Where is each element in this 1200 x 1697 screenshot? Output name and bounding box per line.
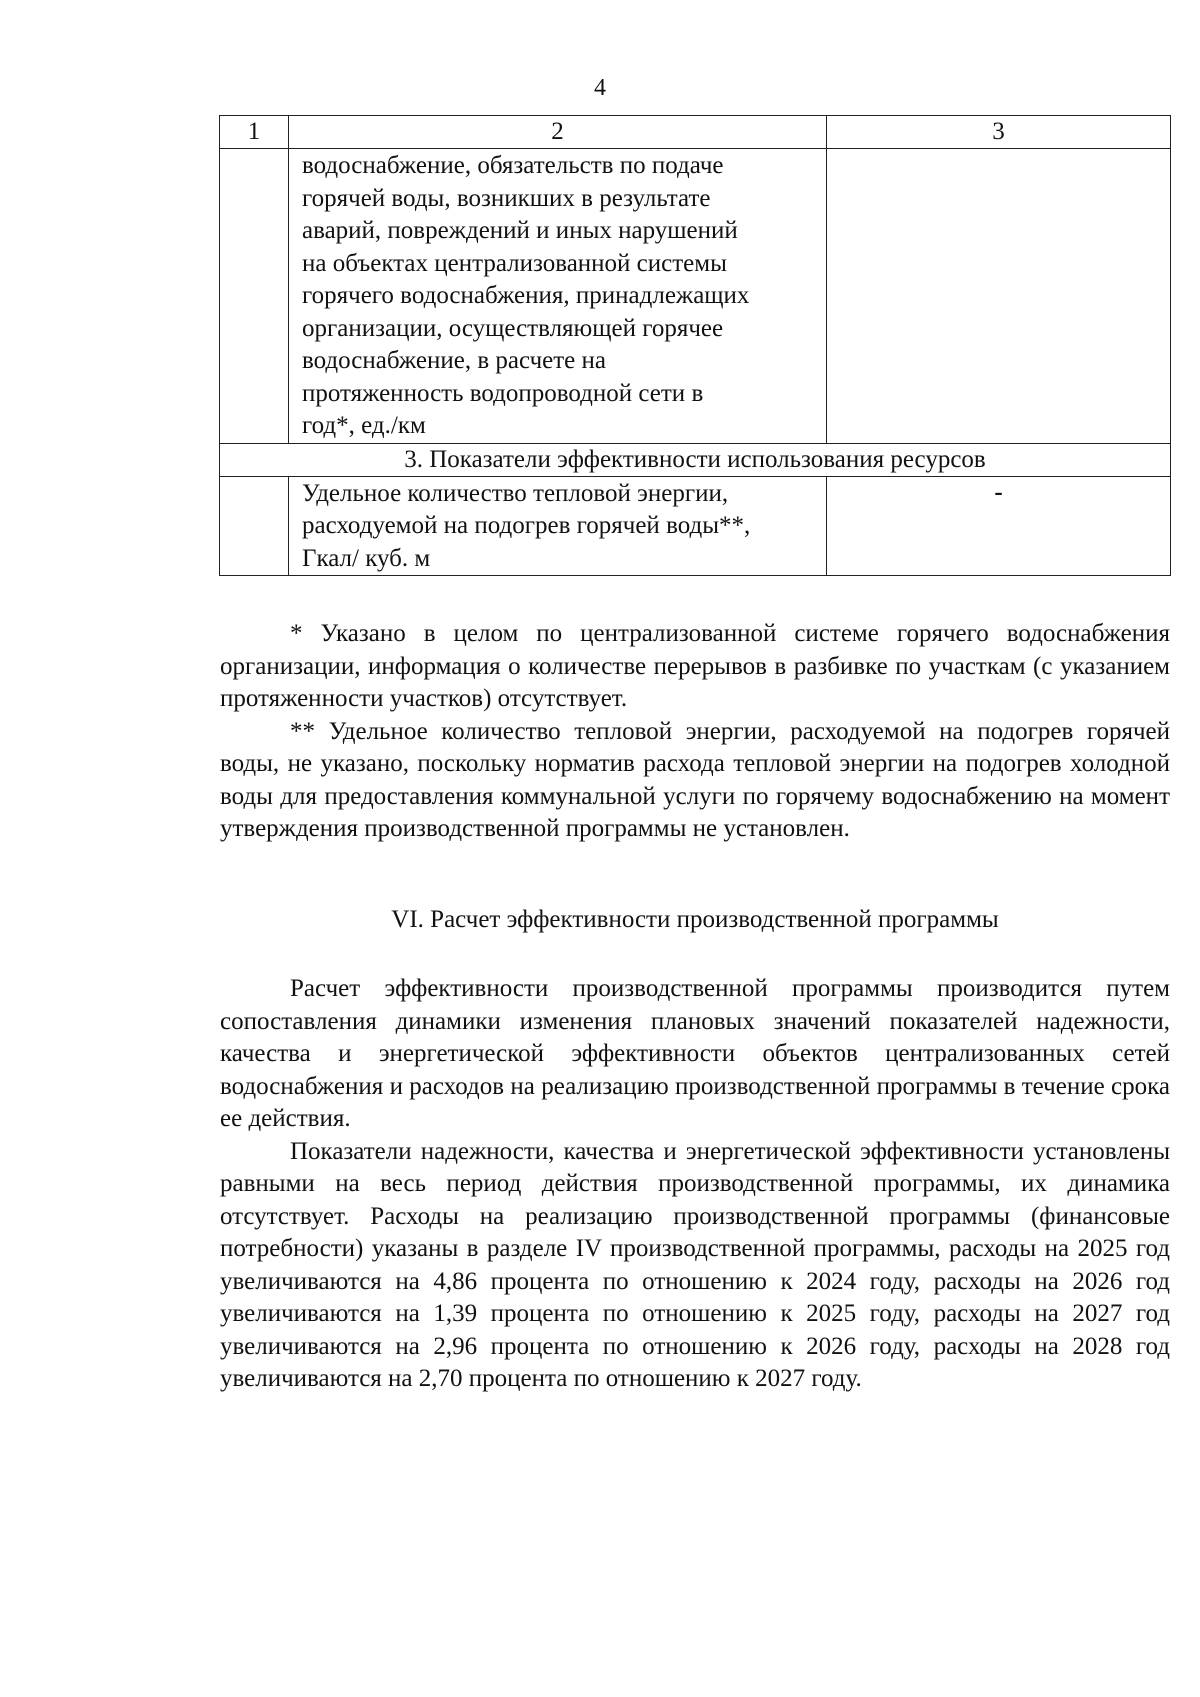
row1-indicator-text: водоснабжение, обязательств по подаче горячей воды, возникших в результате аварий, повреждений и иных нарушений на объектах централизованной системы горячего водоснабжения, принадлежащих организации, осуществляющей горячее водоснабжение, в расчете на протяженность водопроводной сети в год*, ед./км	[302, 152, 750, 439]
section-6-title: VI. Расчет эффективности производственной программы	[391, 906, 999, 933]
table-header-row	[220, 116, 1171, 149]
table-header-cell-1: 1	[220, 116, 289, 149]
table-header-cell-3: 3	[827, 116, 1171, 149]
section-6-body	[220, 973, 1170, 1396]
table-row	[220, 149, 1171, 444]
table-row	[220, 476, 1171, 576]
page-number: 4	[594, 75, 606, 101]
indicators-table	[219, 115, 1171, 576]
row2-value-text: -	[994, 478, 1003, 506]
row2-indicator-cell	[289, 476, 827, 576]
section-6-paragraph-1: Расчет эффективности производственной программы производится путем сопоставления динамики изменения плановых значений показателей надежности, качества и энергетической эффективности объектов централизованных сетей водоснабжения и расходов на реализацию производственной программы в течение срока ее действия.	[220, 975, 1170, 1132]
section-6-paragraph-2: Показатели надежности, качества и энергетической эффективности установлены равными на весь период действия производственной программы, их динамика отсутствует. Расходы на реализацию производственной программы (финансовые потребности) указаны в разделе IV производственной программы, расходы на 2025 год увеличиваются на 4,86 процента по отношению к 2024 году, расходы на 2026 год увеличиваются на 1,39 процента по отношению к 2025 году, расходы на 2027 год увеличиваются на 2,96 процента по отношению к 2026 году, расходы на 2028 год увеличиваются на 2,70 процента по отношению к 2027 году.	[220, 1137, 1170, 1392]
footnote-1: * Указано в целом по централизованной системе горячего водоснабжения организации, информация о количестве перерывов в разбивке по участкам (с указанием протяженности участков) отсутствует.	[220, 620, 1170, 712]
row2-indicator-text: Удельное количество тепловой энергии, расходуемой на подогрев горячей воды**, Гкал/ куб. м	[302, 479, 751, 572]
table-header-cell-2: 2	[289, 116, 827, 149]
row1-value-cell	[827, 149, 1171, 444]
footnote-2: ** Удельное количество тепловой энергии, расходуемой на подогрев горячей воды, не указано, поскольку норматив расхода тепловой энергии на подогрев холодной воды для предоставления коммунальной услуги по горячему водоснабжению на момент утверждения производственной программы не установлен.	[220, 717, 1170, 842]
row2-number-cell	[220, 476, 289, 576]
row1-number-cell	[220, 149, 289, 444]
footnotes	[220, 618, 1170, 846]
row2-value-cell	[827, 476, 1171, 576]
row1-indicator-cell	[289, 149, 827, 444]
section3-title: 3. Показатели эффективности использования ресурсов	[220, 443, 1171, 476]
table-section-row	[220, 443, 1171, 476]
